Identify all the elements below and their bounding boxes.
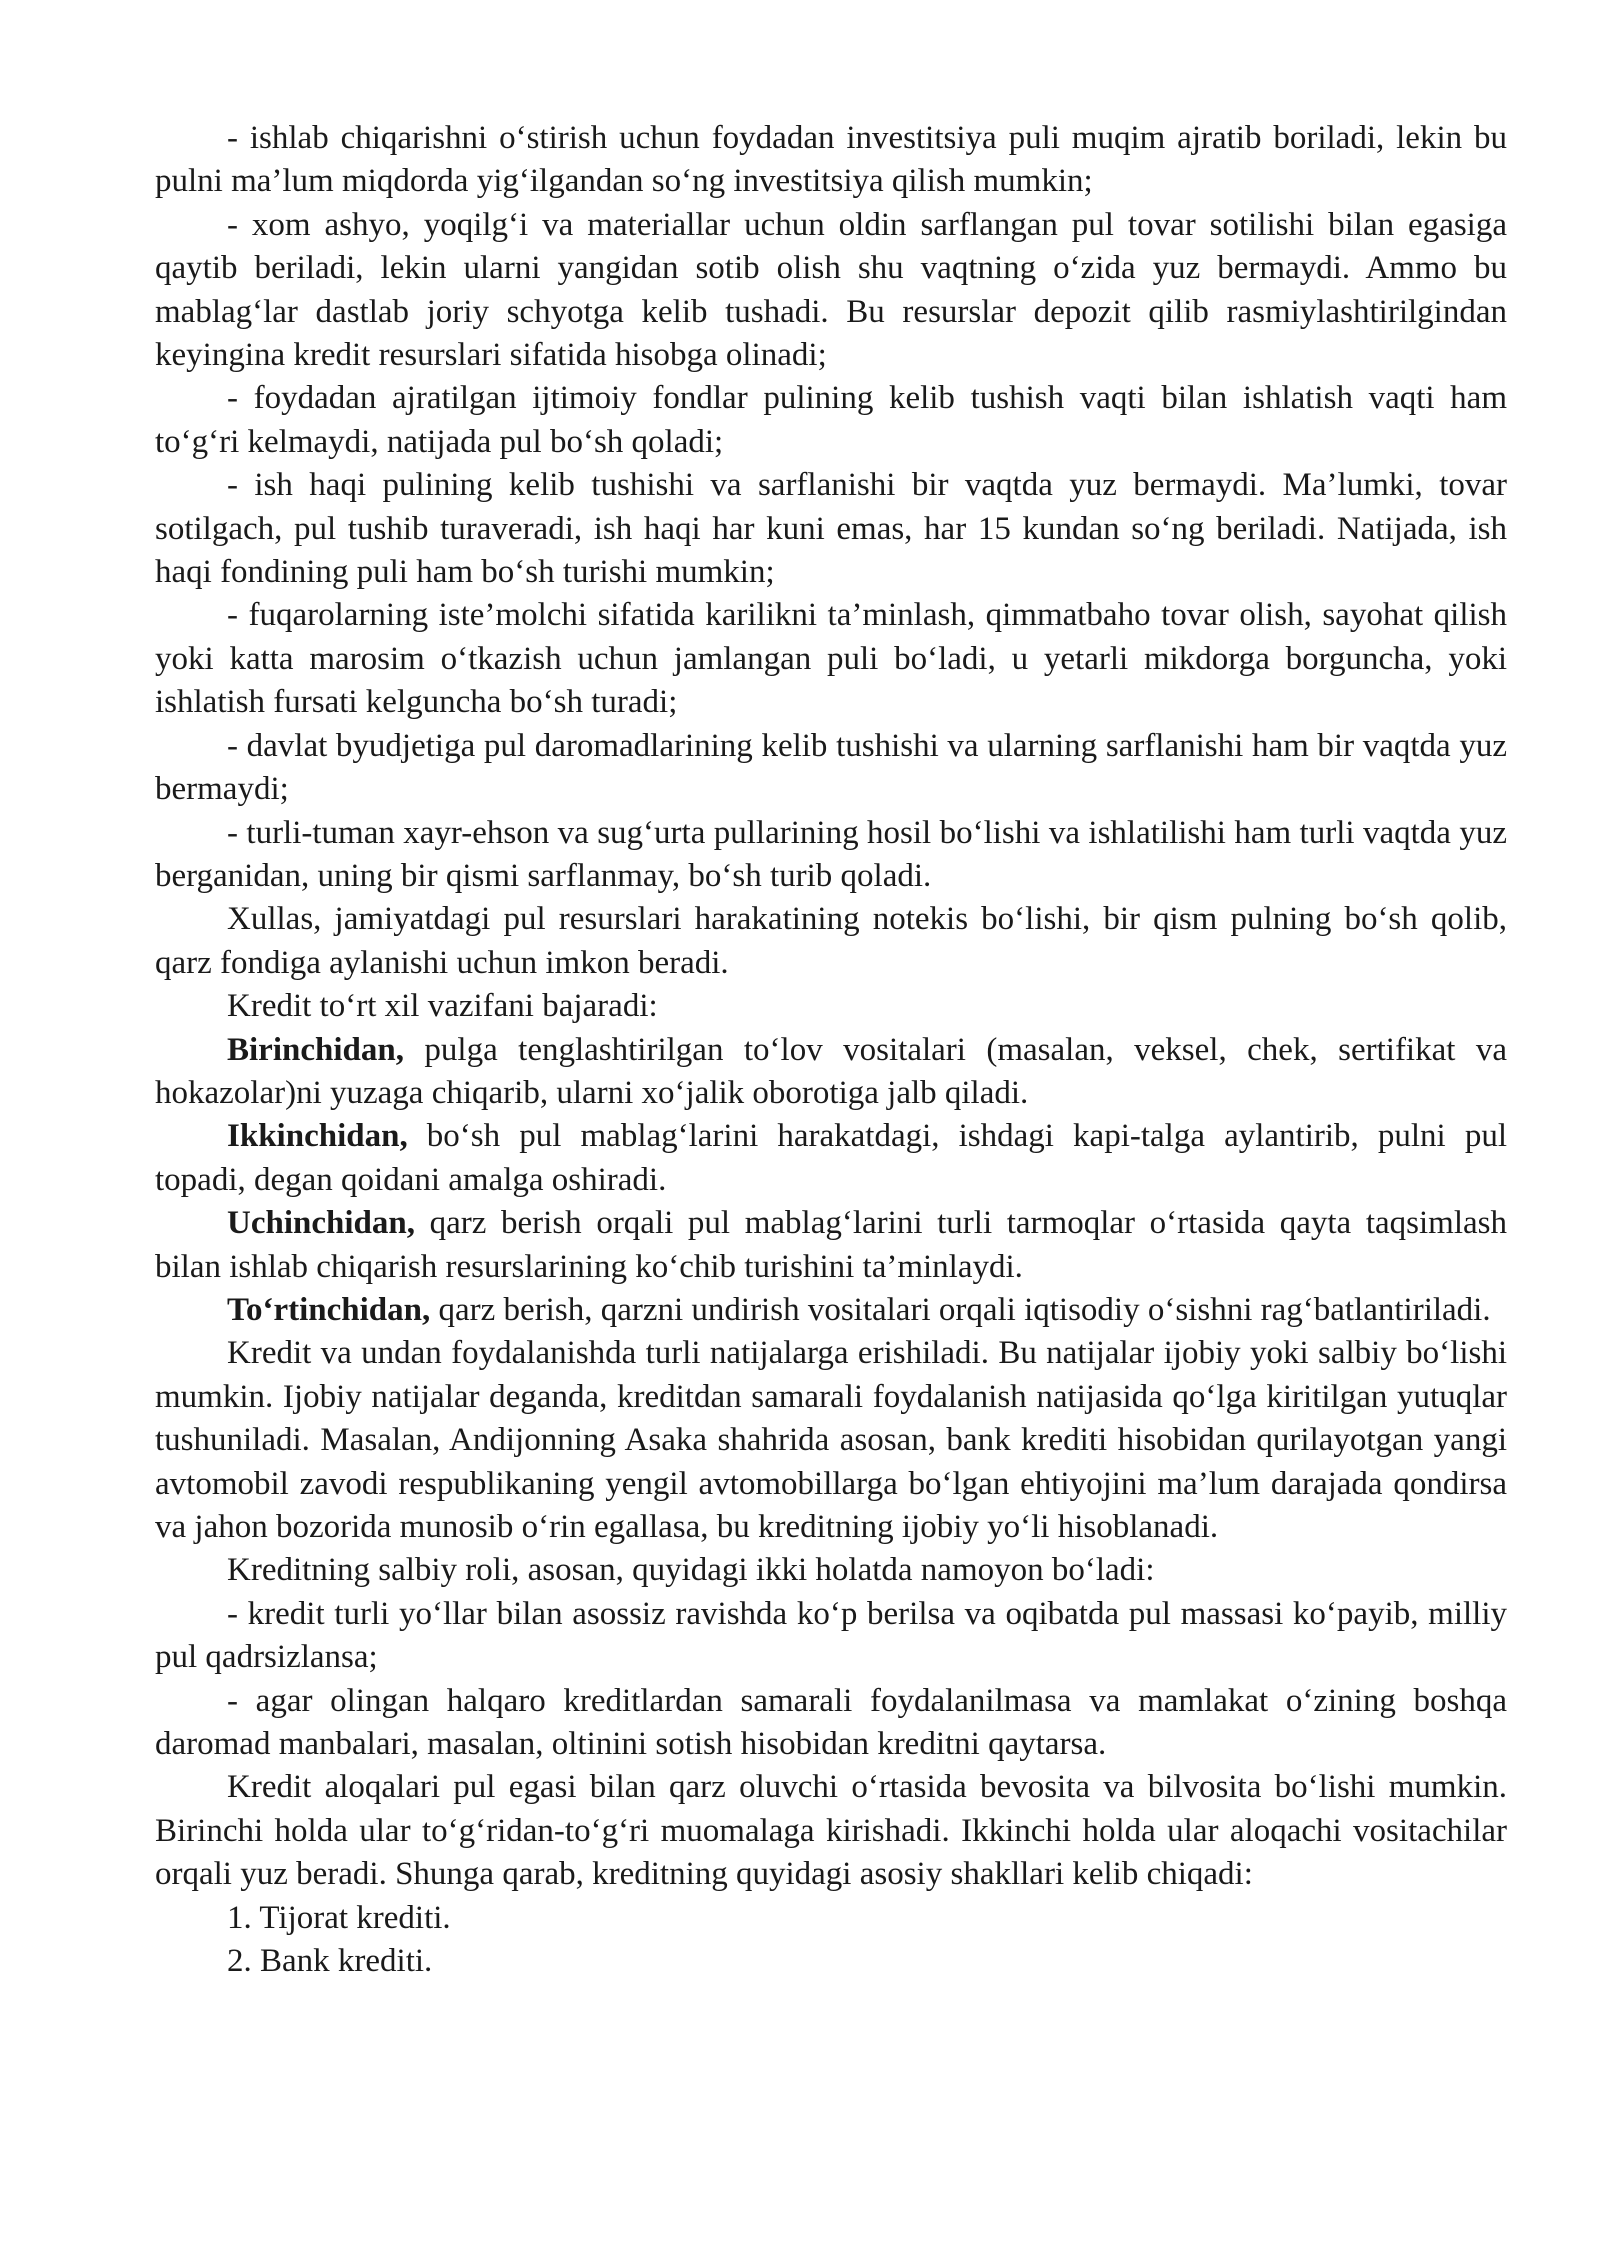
paragraph-investment — [155, 117, 1507, 204]
paragraph-text: Kredit aloqalari pul egasi bilan qarz oluvchi o‘rtasida bevosita va bilvosita bo‘lishi mumkin. Birinchi holda ular to‘g‘ridan-to‘g‘ri muomalaga kirishadi. Ikkinchi holda ular aloqachi vositachilar orqali yuz beradi. Shunga qarab, kreditning quyidagi asosiy shakllari kelib chiqadi: — [155, 1769, 1507, 1893]
paragraph-citizens-savings — [155, 594, 1507, 724]
paragraph-charity-insurance — [155, 812, 1507, 899]
paragraph-four-functions — [155, 985, 1507, 1028]
paragraph-credit-relations — [155, 1766, 1507, 1896]
paragraph-text: bo‘sh pul mablag‘larini harakatdagi, ishdagi kapi-talga aylantirib, pulni pul topadi, degan qoidani amalga oshiradi. — [155, 1118, 1507, 1198]
paragraph-fourth-function — [155, 1289, 1507, 1332]
paragraph-wages — [155, 464, 1507, 594]
paragraph-text: Kredit va undan foydalanishda turli natijalarga erishiladi. Bu natijalar ijobiy yoki salbiy bo‘lishi mumkin. Ijobiy natijalar deganda, kreditdan samarali foydalanish natijasida qo‘lga kiritilgan yutuqlar tushuniladi. Masalan, Andijonning Asaka shahrida asosan, bank krediti hisobidan qurilayotgan yangi avtomobil zavodi respublikaning yengil avtomobillarga bo‘lgan ehtiyojini ma’lum darajada qondirsa va jahon bozorida munosib o‘rin egallasa, bu kreditning ijobiy yo‘li hisoblanadi. — [155, 1335, 1507, 1545]
list-item — [155, 1940, 1507, 1983]
paragraph-credit-results — [155, 1332, 1507, 1549]
paragraph-first-function — [155, 1029, 1507, 1116]
paragraph-negative-role — [155, 1549, 1507, 1592]
paragraph-lead: Birinchidan, — [227, 1031, 404, 1068]
paragraph-negative-case-2 — [155, 1680, 1507, 1767]
paragraph-lead: To‘rtinchidan, — [227, 1291, 431, 1328]
paragraph-text: - davlat byudjetiga pul daromadlarining kelib tushishi va ularning sarflanishi ham bir vaqtda yuz bermaydi; — [155, 727, 1507, 808]
list-item — [155, 1897, 1507, 1940]
paragraph-text: Xullas, jamiyatdagi pul resurslari harakatining notekis bo‘lishi, bir qism pulning bo‘sh qolib, qarz fondiga aylanishi uchun imkon beradi. — [155, 901, 1507, 981]
paragraph-text: - agar olingan halqaro kreditlardan samarali foydalanilmasa va mamlakat o‘zining boshqa daromad manbalari, masalan, oltinini sotish hisobidan kreditni qaytarsa. — [155, 1682, 1507, 1763]
paragraph-third-function — [155, 1202, 1507, 1289]
paragraph-text: - turli-tuman xayr-ehson va sug‘urta pullarining hosil bo‘lishi va ishlatilishi ham turli vaqtda yuz berganidan, uning bir qismi sarflanmay, bo‘sh turib qoladi. — [155, 814, 1507, 894]
paragraph-text: qarz berish, qarzni undirish vositalari orqali iqtisodiy o‘sishni rag‘batlantiriladi. — [430, 1291, 1491, 1328]
paragraph-social-funds — [155, 377, 1507, 464]
paragraph-text: Kreditning salbiy roli, asosan, quyidagi ikki holatda namoyon bo‘ladi: — [227, 1552, 1155, 1589]
paragraph-summary — [155, 898, 1507, 985]
paragraph-state-budget — [155, 725, 1507, 812]
list-item-text: 2. Bank krediti. — [227, 1943, 433, 1980]
paragraph-negative-case-1 — [155, 1593, 1507, 1680]
list-item-text: 1. Tijorat krediti. — [227, 1899, 451, 1936]
paragraph-text: pulga tenglashtirilgan to‘lov vositalari (masalan, veksel, chek, sertifikat va hokazolar)ni yuzaga chiqarib, ularni xo‘jalik oborotiga jalb qiladi. — [155, 1031, 1507, 1111]
paragraph-text: - ishlab chiqarishni o‘stirish uchun foydadan investitsiya puli muqim ajratib boriladi, lekin bu pulni ma’lum miqdorda yig‘ilgandan so‘ng investitsiya qilish mumkin; — [155, 120, 1507, 200]
paragraph-text: - kredit turli yo‘llar bilan asossiz ravishda ko‘p berilsa va oqibatda pul massasi ko‘payib, milliy pul qadrsizlansa; — [155, 1595, 1507, 1676]
paragraph-lead: Uchinchidan, — [227, 1205, 415, 1242]
paragraph-lead: Ikkinchidan, — [227, 1118, 408, 1155]
paragraph-text: - fuqarolarning iste’molchi sifatida karilikni ta’minlash, qimmatbaho tovar olish, sayohat qilish yoki katta marosim o‘tkazish uchun jamlangan puli bo‘ladi, u yetarli mikdorga borguncha, yoki ishlatish fursati kelguncha bo‘sh turadi; — [155, 597, 1507, 721]
paragraph-text: Kredit to‘rt xil vazifani bajaradi: — [227, 988, 658, 1025]
paragraph-text: - xom ashyo, yoqilg‘i va materiallar uchun oldin sarflangan pul tovar sotilishi bilan egasiga qaytib beriladi, lekin ularni yangidan sotib olish shu vaqtning o‘zida yuz bermaydi. Ammo bu mablag‘lar dastlab joriy schyotga kelib tushadi. Bu resurslar depozit qilib rasmiylashtirilgindan keyingina kredit resurslari sifatida hisobga olinadi; — [155, 206, 1507, 374]
paragraph-text: qarz berish orqali pul mablag‘larini turli tarmoqlar o‘rtasida qayta taqsimlash bilan ishlab chiqarish resurslarining ko‘chib turishini ta’minlaydi. — [155, 1205, 1507, 1285]
document-page — [155, 117, 1507, 1983]
paragraph-text: - foydadan ajratilgan ijtimoiy fondlar pulining kelib tushish vaqti bilan ishlatish vaqti ham to‘g‘ri kelmaydi, natijada pul bo‘sh qoladi; — [155, 380, 1507, 460]
paragraph-text: - ish haqi pulining kelib tushishi va sarflanishi bir vaqtda yuz bermaydi. Ma’lumki, tovar sotilgach, pul tushib turaveradi, ish haqi har kuni emas, har 15 kundan so‘ng beriladi. Natijada, ish haqi fondining puli ham bo‘sh turishi mumkin; — [155, 467, 1507, 591]
paragraph-raw-materials — [155, 204, 1507, 378]
paragraph-second-function — [155, 1115, 1507, 1202]
